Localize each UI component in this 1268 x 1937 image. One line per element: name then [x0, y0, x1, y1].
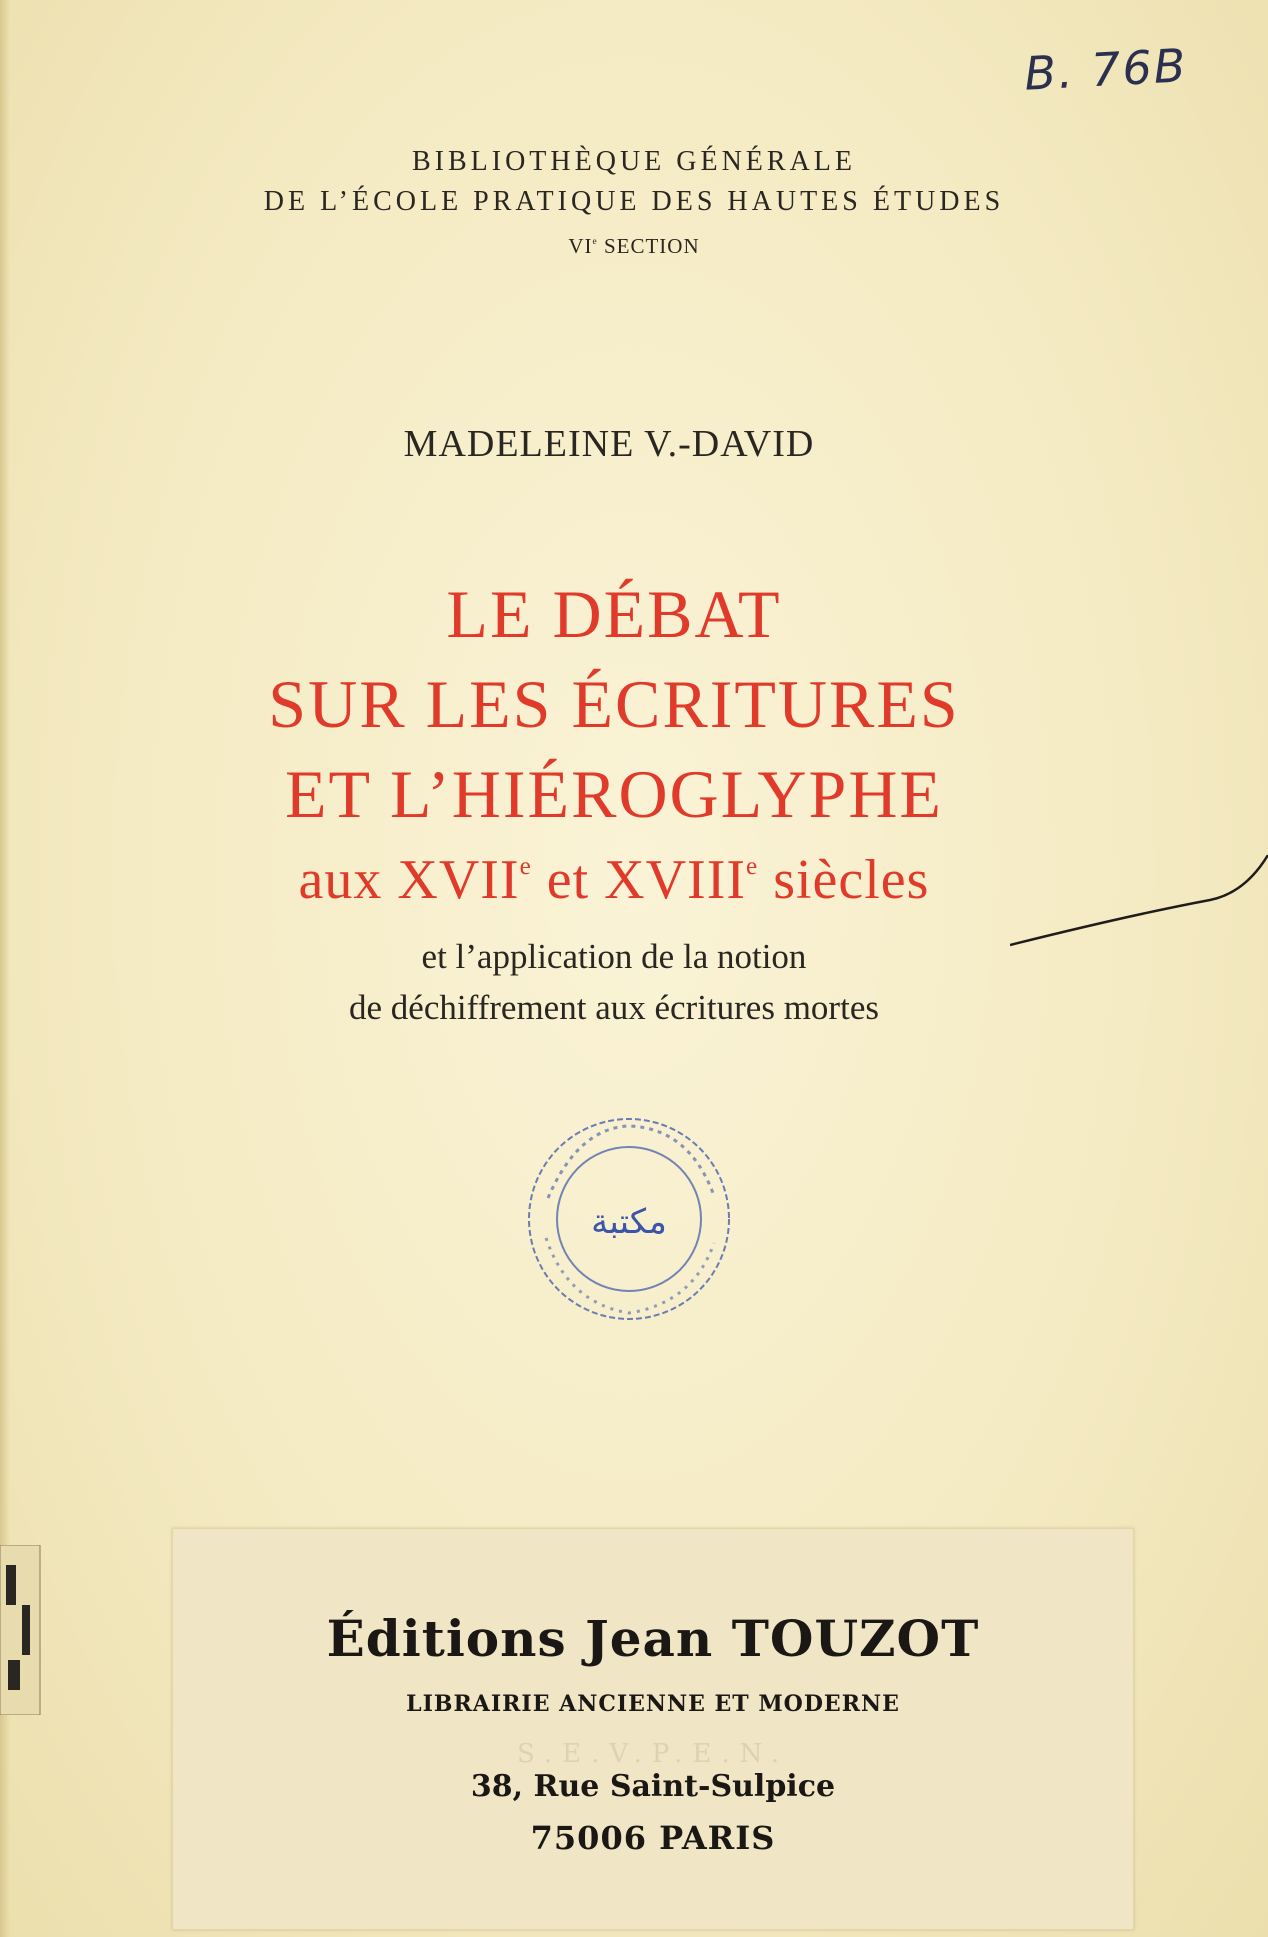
- publisher-name: Éditions Jean TOUZOT: [326, 1609, 980, 1668]
- label-ghost-text: S.E.V.P.E.N.: [517, 1739, 789, 1769]
- publisher-label: [172, 1528, 1134, 1930]
- title-line2: SUR LES ÉCRITURES: [268, 666, 960, 742]
- publisher-subtitle: LIBRAIRIE ANCIENNE ET MODERNE: [406, 1691, 900, 1717]
- series-title-line1: BIBLIOTHÈQUE GÉNÉRALE: [411, 146, 857, 177]
- subtitle-line1: et l’application de la notion: [421, 937, 807, 976]
- title-line4-sup2: e: [746, 853, 759, 881]
- library-stamp-icon: [518, 1108, 740, 1330]
- staple-clip-icon: [0, 1545, 48, 1715]
- stamp-center-text: مكتبة: [591, 1202, 667, 1242]
- title-line4-part-b: et XVIII: [531, 849, 746, 911]
- subtitle-line2: de déchiffrement aux écritures mortes: [349, 988, 879, 1027]
- title-line4-part-c: siècles: [758, 849, 930, 911]
- handwritten-shelfmark: B. 76B: [1023, 38, 1189, 101]
- title-line4-sup1: e: [519, 853, 532, 881]
- publisher-address: 38, Rue Saint-Sulpice: [470, 1769, 836, 1804]
- section-numeral: VI: [568, 234, 593, 258]
- section-word: SECTION: [597, 234, 700, 258]
- title-line1: LE DÉBAT: [446, 576, 782, 652]
- series-section: [0, 234, 1268, 259]
- title-line4-part-a: aux XVII: [298, 849, 520, 911]
- author-name: MADELEINE V.-DAVID: [403, 423, 815, 465]
- pen-stroke-mark: [1010, 855, 1268, 965]
- series-title-line2: DE L’ÉCOLE PRATIQUE DES HAUTES ÉTUDES: [263, 186, 1005, 217]
- title-line3: ET L’HIÉROGLYPHE: [285, 756, 943, 832]
- publisher-city: 75006 PARIS: [530, 1819, 776, 1857]
- section-superscript: e: [592, 237, 598, 248]
